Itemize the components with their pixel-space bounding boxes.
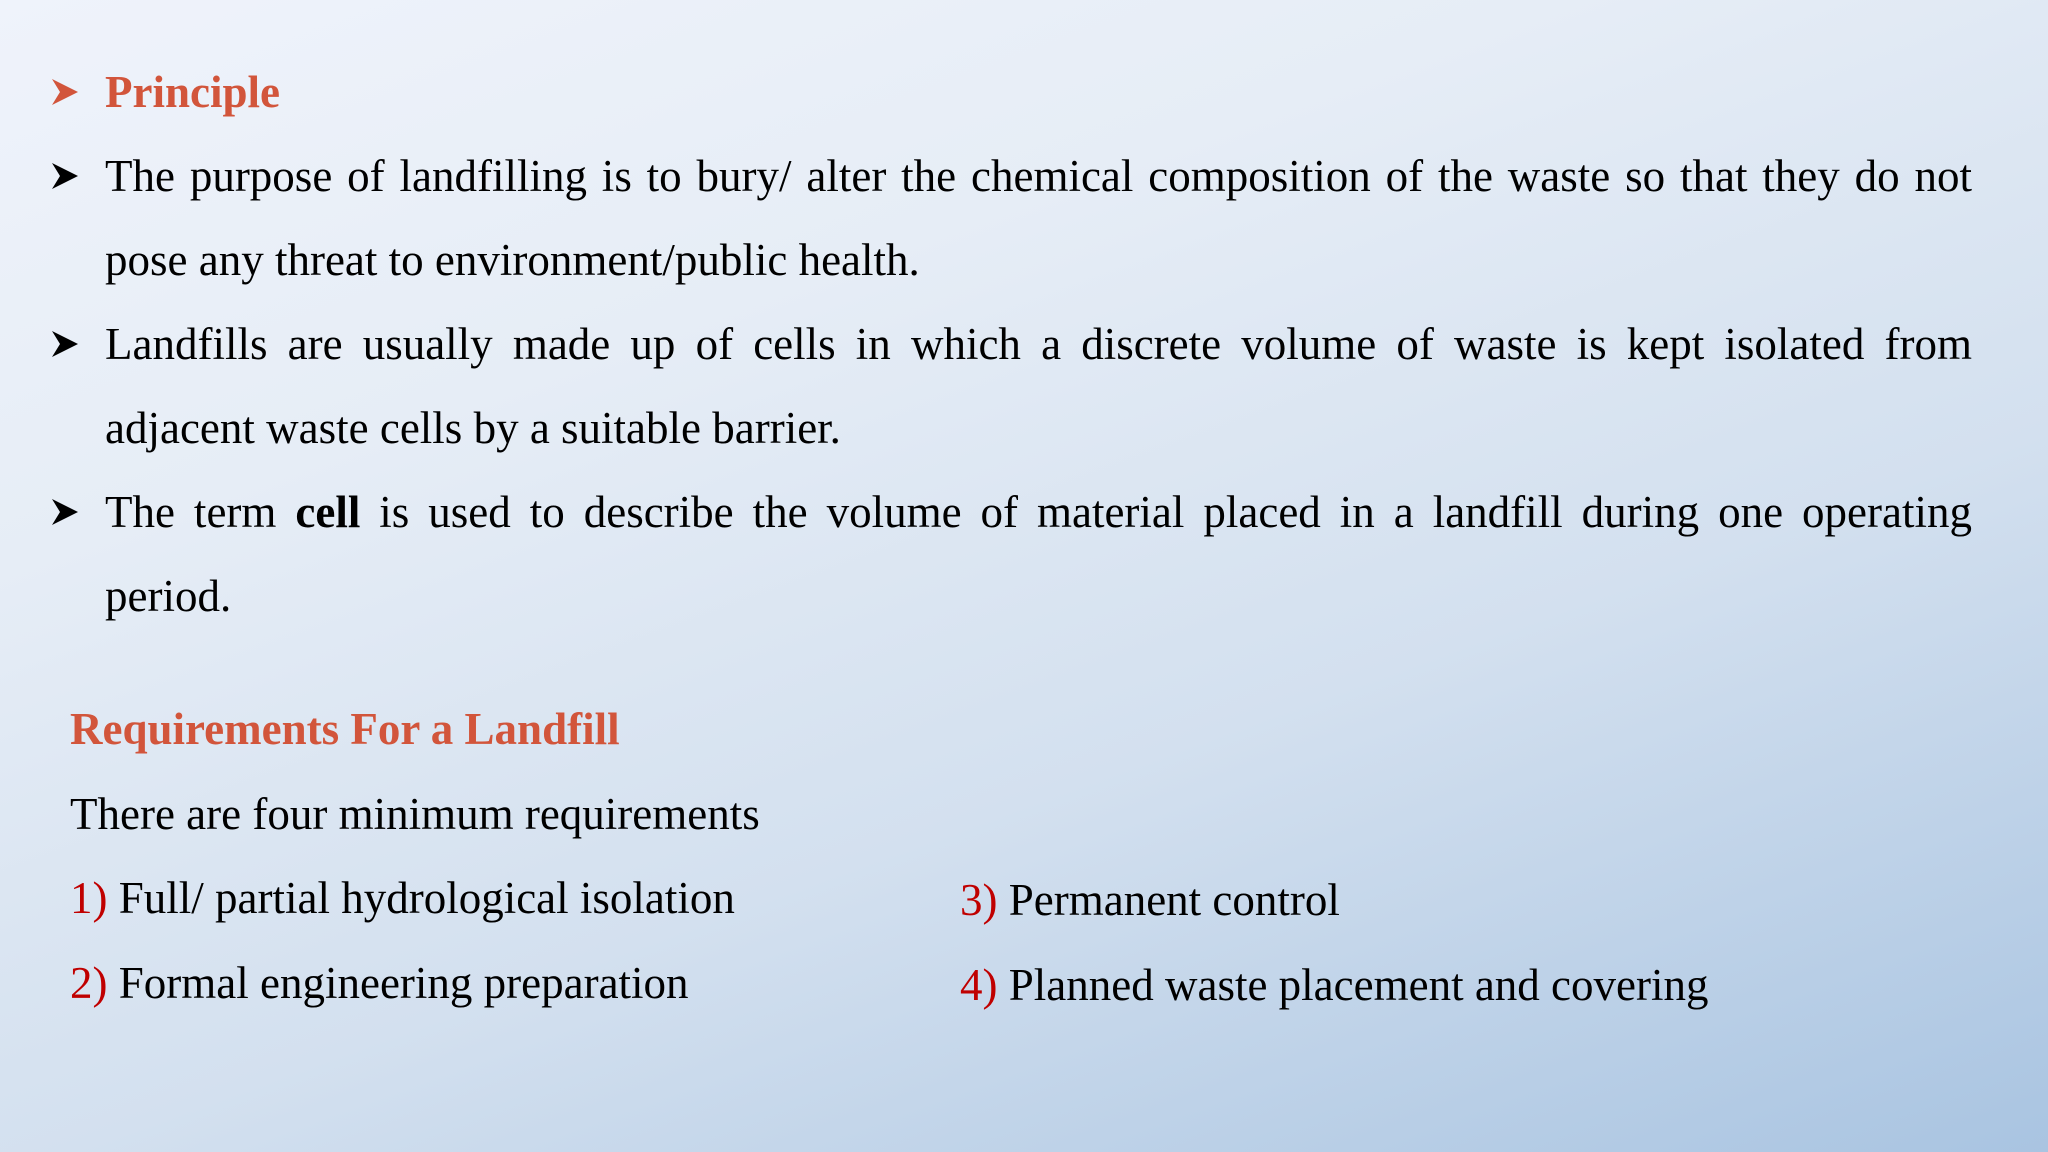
- requirement-number: 2): [70, 958, 108, 1008]
- requirement-text: Full/ partial hydrological isolation: [107, 873, 735, 923]
- requirement-item: [960, 865, 1340, 935]
- bullet-item: [50, 134, 1972, 302]
- requirement-number: 4): [960, 960, 998, 1010]
- requirements-title: Requirements For a Landfill: [70, 704, 620, 754]
- bullet-text: [105, 470, 1972, 638]
- bullet-item: [50, 302, 1972, 470]
- requirement-text: Formal engineering preparation: [107, 958, 689, 1008]
- requirement-item: [960, 950, 1709, 1020]
- bullet-text-before: The term: [105, 487, 296, 537]
- bullet-text: Landfills are usually made up of cells in which a discrete volume of waste is kept isolated from adjacent waste cells by a suitable barrier.: [105, 319, 1972, 453]
- arrow-bullet-icon: [50, 329, 80, 359]
- requirement-number: 1): [70, 873, 108, 923]
- requirement-item: [70, 863, 735, 933]
- requirements-intro: There are four minimum requirements: [70, 789, 760, 839]
- bullet-text: The purpose of landfilling is to bury/ alter the chemical composition of the waste so that they do not pose any threat to environment/public health.: [105, 151, 1972, 285]
- arrow-bullet-icon: [50, 497, 80, 527]
- requirement-item: [70, 948, 689, 1018]
- requirement-number: 3): [960, 875, 998, 925]
- requirement-text: Permanent control: [997, 875, 1340, 925]
- requirement-text: Planned waste placement and covering: [997, 960, 1709, 1010]
- bullet-text-after: is used to describe the volume of material placed in a landfill during one operating period.: [105, 487, 1972, 621]
- principle-heading: Principle: [105, 67, 280, 117]
- bullet-principle: [50, 50, 1972, 134]
- bullet-item: [50, 470, 1972, 638]
- bold-term: cell: [295, 487, 361, 537]
- arrow-bullet-icon: [50, 77, 80, 107]
- arrow-bullet-icon: [50, 161, 80, 191]
